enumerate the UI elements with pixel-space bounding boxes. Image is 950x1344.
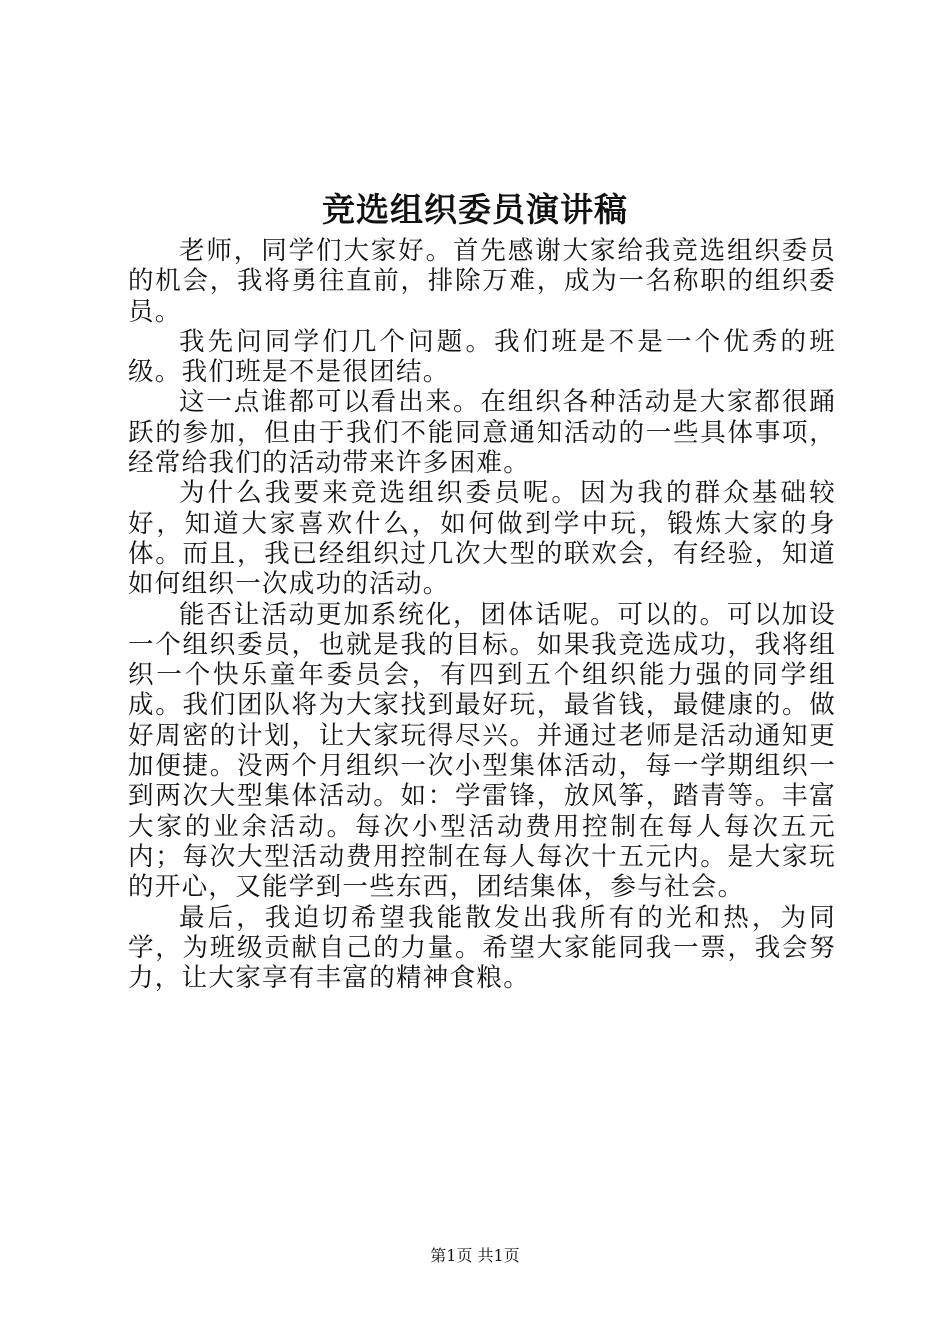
document-body [128,236,836,993]
paragraph-3: 这一点谁都可以看出来。在组织各种活动是大家都很踊跃的参加，但由于我们不能同意通知活动的一些具体事项，经常给我们的活动带来许多困难。 [128,387,836,479]
paragraph-4: 为什么我要来竞选组织委员呢。因为我的群众基础较好，知道大家喜欢什么，如何做到学中玩，锻炼大家的身体。而且，我已经组织过几次大型的联欢会，有经验，知道如何组织一次成功的活动。 [128,478,836,600]
paragraph-2: 我先问同学们几个问题。我们班是不是一个优秀的班级。我们班是不是很团结。 [128,326,836,388]
paragraph-5: 能否让活动更加系统化，团体话呢。可以的。可以加设一个组织委员，也就是我的目标。如果我竞选成功，我将组织一个快乐童年委员会，有四到五个组织能力强的同学组成。我们团队将为大家找到最好玩，最省钱，最健康的。做好周密的计划，让大家玩得尽兴。并通过老师是活动通知更加便捷。没两个月组织一次小型集体活动，每一学期组织一到两次大型集体活动。如：学雷锋，放风筝，踏青等。丰富大家的业余活动。每次小型活动费用控制在每人每次五元内；每次大型活动费用控制在每人每次十五元内。是大家玩的开心，又能学到一些东西，团结集体，参与社会。 [128,599,836,903]
page-footer: 第1页 共1页 [430,1246,520,1265]
paragraph-1: 老师，同学们大家好。首先感谢大家给我竞选组织委员的机会，我将勇往直前，排除万难，成为一名称职的组织委员。 [128,236,836,327]
paragraph-6: 最后，我迫切希望我能散发出我所有的光和热，为同学，为班级贡献自己的力量。希望大家能同我一票，我会努力，让大家享有丰富的精神食粮。 [128,902,836,994]
document-title: 竞选组织委员演讲稿 [322,190,628,229]
